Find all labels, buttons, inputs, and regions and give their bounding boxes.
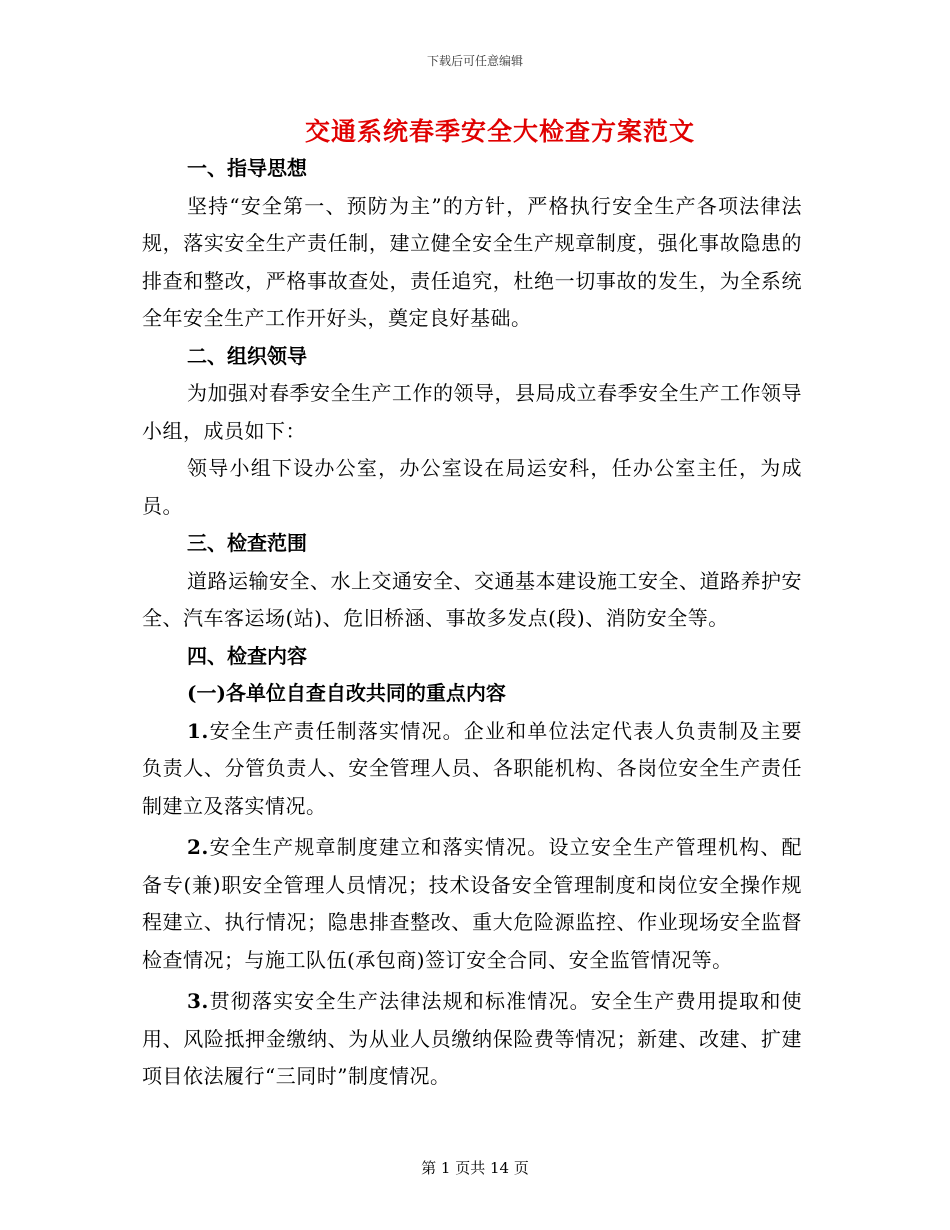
section-heading-guiding-ideology: 一、指导思想 [187, 156, 307, 180]
section-heading-content: 四、检查内容 [187, 643, 307, 668]
header-note: 下载后可任意编辑 [426, 54, 523, 68]
paragraph-guiding-ideology: 坚持“安全第一、预防为主”的方针，严格执行安全生产各项法律法规，落实安全生产责任制，建立健全安全生产规章制度，强化事故隐患的排查和整改，严格事故查处，责任追究，杜绝一切事故的发生，为全系统全年安全生产工作开好头，奠定良好基础。 [142, 193, 802, 330]
section-heading-scope: 三、检查范围 [187, 531, 307, 555]
list-item-number: 2. [187, 835, 209, 859]
list-item-1 [142, 713, 802, 826]
document-title: 交通系统春季安全大检查方案范文 [304, 117, 695, 146]
document-body [142, 150, 802, 1096]
paragraph-organization-2: 领导小组下设办公室，办公室设在局运安科，任办公室主任，为成员。 [142, 456, 802, 518]
paragraph-scope: 道路运输安全、水上交通安全、交通基本建设施工安全、道路养护安全、汽车客运场(站)、危旧桥涵、事故多发点(段)、消防安全等。 [142, 568, 802, 630]
paragraph-organization-1: 为加强对春季安全生产工作的领导，县局成立春季安全生产工作领导小组，成员如下： [142, 381, 802, 443]
list-item-text: 安全生产规章制度建立和落实情况。设立安全生产管理机构、配备专(兼)职安全管理人员情况；技术设备安全管理制度和岗位安全操作规程建立、执行情况；隐患排查整改、重大危险源监控、作业现场安全监督检查情况；与施工队伍(承包商)签订安全合同、安全监管情况等。 [142, 835, 802, 972]
list-item-text: 贯彻落实安全生产法律法规和标准情况。安全生产费用提取和使用、风险抵押金缴纳、为从业人员缴纳保险费等情况；新建、改建、扩建项目依法履行“三同时”制度情况。 [142, 989, 802, 1088]
list-item-text: 安全生产责任制落实情况。企业和单位法定代表人负责制及主要负责人、分管负责人、安全管理人员、各职能机构、各岗位安全生产责任制建立及落实情况。 [142, 718, 802, 818]
list-item-2 [142, 829, 802, 979]
list-item-3 [142, 983, 802, 1096]
list-item-number: 3. [187, 989, 209, 1013]
list-item-number: 1. [187, 718, 209, 743]
section-heading-organization: 二、组织领导 [187, 343, 307, 368]
subsection-heading-common-items: (一)各单位自查自改共同的重点内容 [187, 681, 506, 705]
page-footer: 第 1 页共 14 页 [421, 1159, 529, 1177]
